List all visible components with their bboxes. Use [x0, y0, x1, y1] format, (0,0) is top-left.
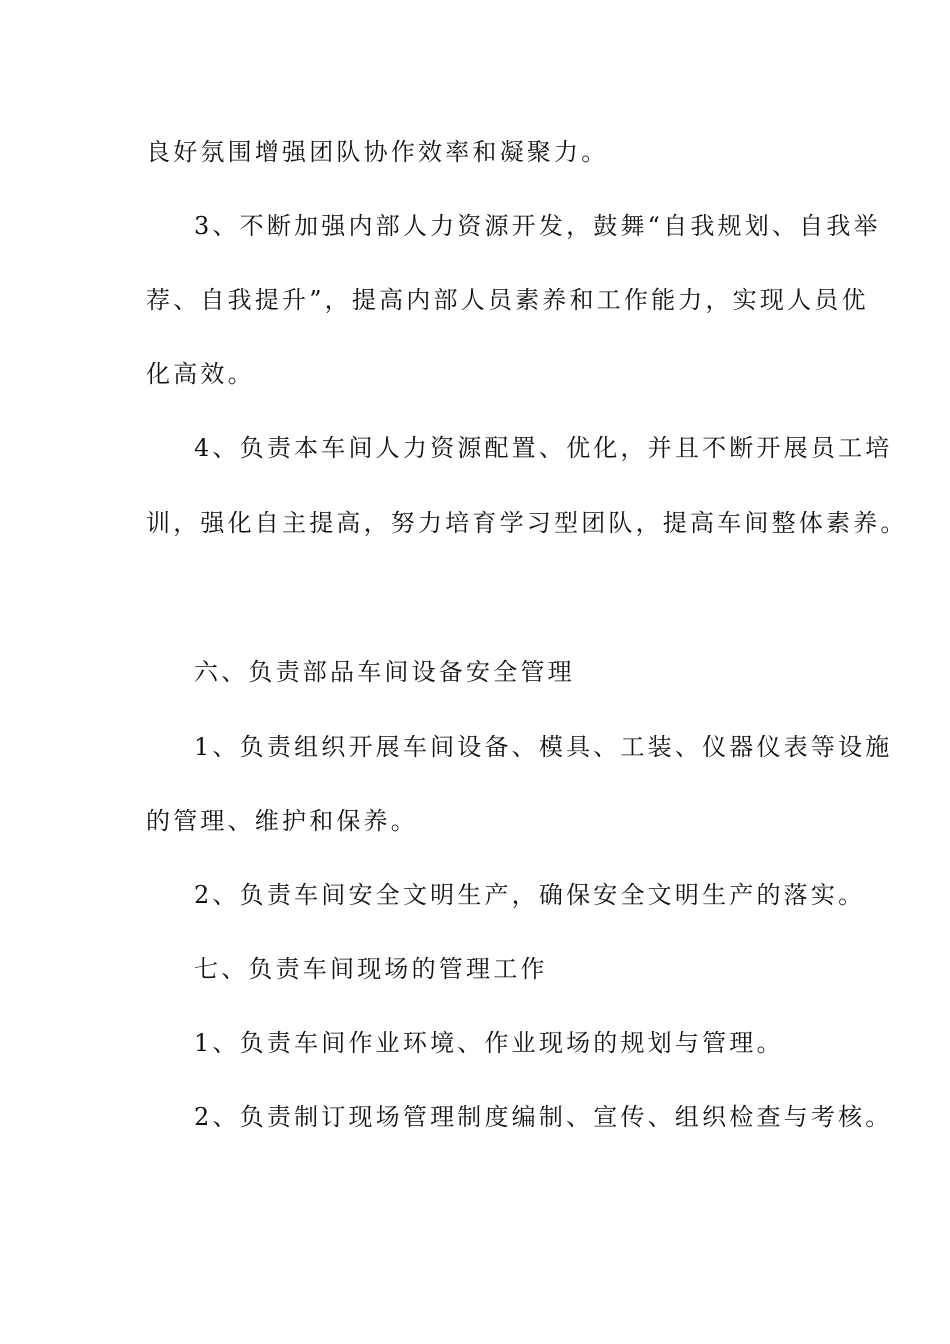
paragraph-item-3-line-2: 荐、自我提升”，提高内部人员素养和工作能力，实现人员优 [146, 286, 869, 314]
paragraph-item-1-line-2: 的管理、维护和保养。 [146, 807, 418, 835]
paragraph-item-1: 1、负责车间作业环境、作业现场的规划与管理。 [194, 1029, 784, 1057]
section-heading-7: 七、负责车间现场的管理工作 [194, 955, 548, 983]
paragraph-continuation: 良好氛围增强团队协作效率和凝聚力。 [146, 138, 609, 166]
paragraph-item-3-line-3: 化高效。 [146, 360, 255, 388]
section-heading-6: 六、负责部品车间设备安全管理 [194, 658, 575, 686]
paragraph-item-1-line-1: 1、负责组织开展车间设备、模具、工装、仪器仪表等设施 [194, 733, 893, 761]
paragraph-item-4-line-2: 训，强化自主提高，努力培育学习型团队，提高车间整体素养。 [146, 509, 908, 537]
paragraph-item-4-line-1: 4、负责本车间人力资源配置、优化，并且不断开展员工培 [194, 434, 893, 462]
paragraph-item-2: 2、负责车间安全文明生产，确保安全文明生产的落实。 [194, 881, 866, 909]
paragraph-item-3-line-1: 3、不断加强内部人力资源开发，鼓舞“自我规划、自我举 [194, 212, 881, 240]
paragraph-item-2: 2、负责制订现场管理制度编制、宣传、组织检查与考核。 [194, 1103, 893, 1131]
